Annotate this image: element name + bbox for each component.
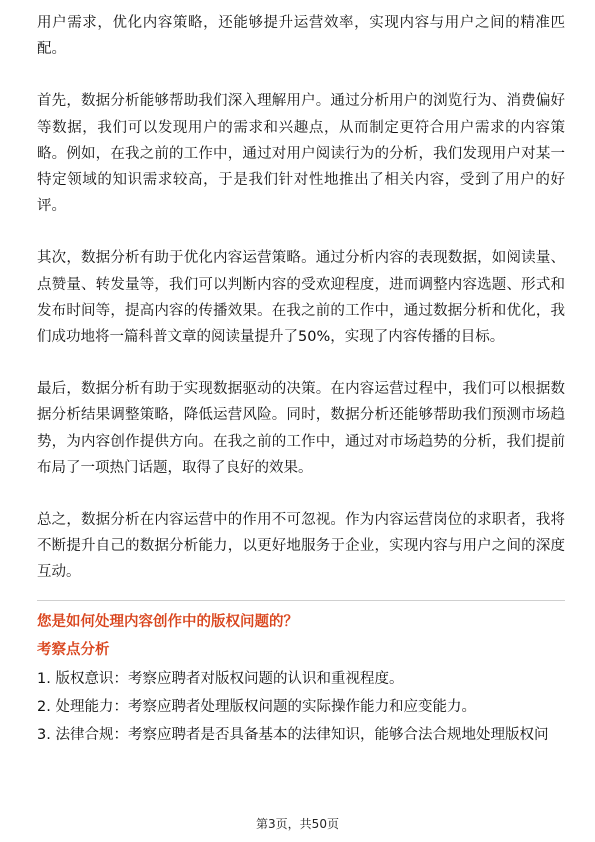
analysis-heading: 考察点分析 — [37, 641, 110, 658]
paragraph-conclusion: 总之，数据分析在内容运营中的作用不可忽视。作为内容运营岗位的求职者，我将不断提升自己的数据分析能力，以更好地服务于企业，实现内容与用户之间的深度互动。 — [37, 512, 565, 581]
section-divider — [37, 600, 565, 601]
paragraph-first: 首先，数据分析能够帮助我们深入理解用户。通过分析用户的浏览行为、消费偏好等数据，我们可以发现用户的需求和兴趣点，从而制定更符合用户需求的内容策略。例如，在我之前的工作中，通过对用户阅读行为的分析，我们发现用户对某一特定领域的知识需求较高，于是我们针对性地推出了相关内容，受到了用户的好评。 — [37, 93, 565, 215]
paragraph-second: 其次，数据分析有助于优化内容运营策略。通过分析内容的表现数据，如阅读量、点赞量、转发量等，我们可以判断内容的受欢迎程度，进而调整内容选题、形式和发布时间等，提高内容的传播效果。在我之前的工作中，通过数据分析和优化，我们成功地将一篇科普文章的阅读量提升了50%，实现了内容传播的目标。 — [37, 250, 565, 346]
analysis-item-copyright-awareness: 1. 版权意识：考察应聘者对版权问题的认识和重视程度。 — [37, 670, 404, 687]
document-body — [37, 10, 565, 749]
paragraph-finally: 最后，数据分析有助于实现数据驱动的决策。在内容运营过程中，我们可以根据数据分析结果调整策略，降低运营风险。同时，数据分析还能够帮助我们预测市场趋势，为内容创作提供方向。在我之前的工作中，通过对市场趋势的分析，我们提前布局了一项热门话题，取得了良好的效果。 — [37, 381, 565, 476]
analysis-item-handling-ability: 2. 处理能力：考察应聘者处理版权问题的实际操作能力和应变能力。 — [37, 698, 476, 715]
paragraph-intro-continued: 用户需求，优化内容策略，还能够提升运营效率，实现内容与用户之间的精准匹配。 — [37, 15, 565, 58]
interview-question-heading: 您是如何处理内容创作中的版权问题的？ — [37, 613, 298, 630]
analysis-list — [37, 665, 565, 749]
analysis-item-legal-compliance: 3. 法律合规：考察应聘者是否具备基本的法律知识，能够合法合规地处理版权问 — [37, 726, 549, 743]
page-footer: 第3页，共50页 — [256, 817, 339, 831]
